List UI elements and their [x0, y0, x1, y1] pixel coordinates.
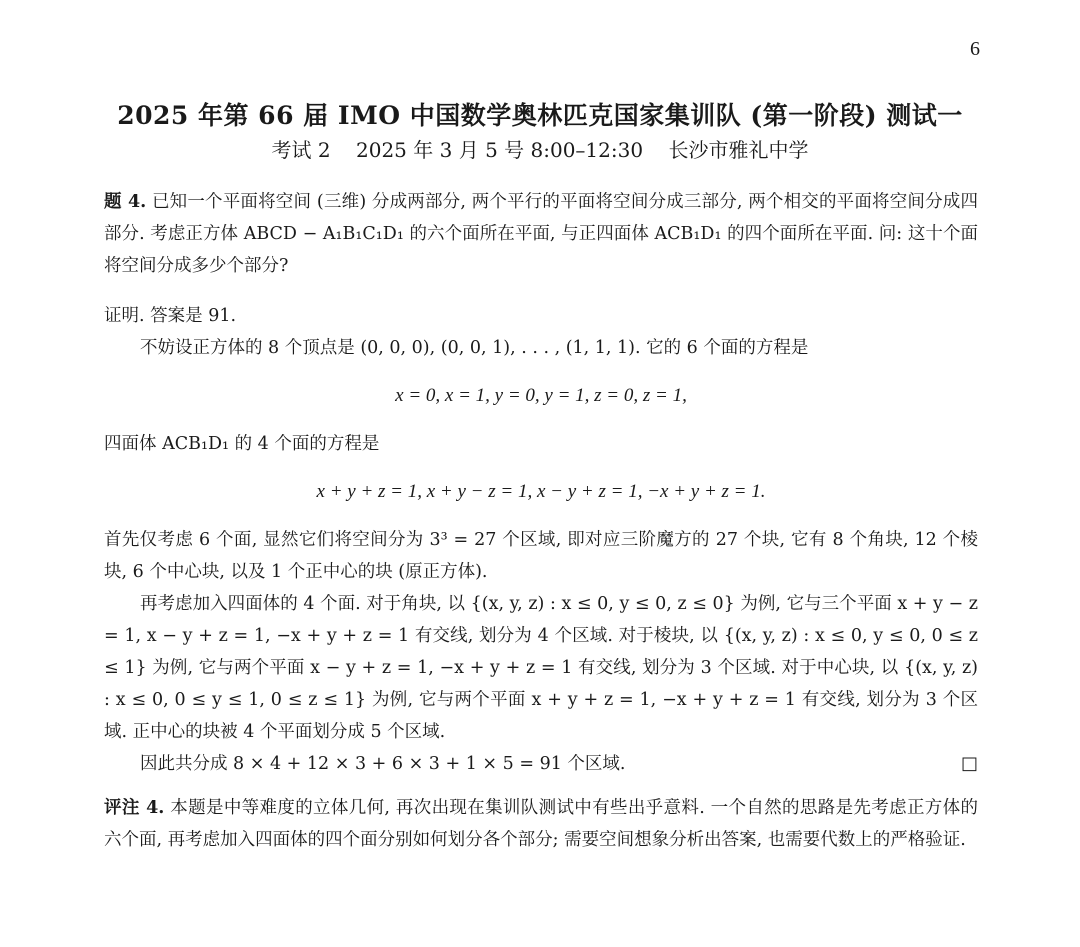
proof-vertices: 不妨设正方体的 8 个顶点是 (0, 0, 0), (0, 0, 1), . . . , (1, 1, 1). 它的 6 个面的方程是	[140, 338, 809, 358]
page-number: 6	[970, 38, 980, 60]
page-title: 2025 年第 66 届 IMO 中国数学奥林匹克国家集训队 (第一阶段) 测试一	[117, 101, 963, 130]
remark	[104, 792, 978, 856]
proof-paragraph-1: 首先仅考虑 6 个面, 显然它们将空间分为 3³ = 27 个区域, 即对应三阶魔方的 27 个块, 它有 8 个角块, 12 个棱块, 6 个中心块, 以及 1 个正中心的块 (原正方体).	[104, 530, 978, 582]
cube-equations: x = 0, x = 1, y = 0, y = 1, z = 0, z = 1,	[395, 385, 687, 406]
proof-conclusion: 因此共分成 8 × 4 + 12 × 3 + 6 × 3 + 1 × 5 = 91 个区域.	[140, 754, 626, 774]
tetra-equations: x + y + z = 1, x + y − z = 1, x − y + z = 1, −x + y + z = 1.	[316, 481, 766, 502]
problem-label: 题 4.	[104, 192, 147, 212]
main-content	[104, 186, 978, 856]
remark-text: 本题是中等难度的立体几何, 再次出现在集训队测试中有些出乎意料. 一个自然的思路是先考虑正方体的六个面, 再考虑加入四面体的四个面分别如何划分各个部分; 需要空间想象分析出答案, 也需要代数上的严格验证.	[104, 798, 978, 850]
proof-intro: 证明. 答案是 91.	[104, 306, 237, 326]
remark-label: 评注 4.	[104, 798, 165, 818]
problem-text: 已知一个平面将空间 (三维) 分成两部分, 两个平行的平面将空间分成三部分, 两个相交的平面将空间分成四部分. 考虑正方体 ABCD − A₁B₁C₁D₁ 的六个面所在平面, 与正四面体 ACB₁D₁ 的四个面所在平面. 问: 这十个面将空间分成多少个部分?	[104, 192, 978, 276]
conclusion-line	[104, 748, 978, 780]
tetra-intro: 四面体 ACB₁D₁ 的 4 个面的方程是	[104, 434, 380, 454]
qed-symbol: □	[960, 753, 978, 774]
proof-paragraph-2: 再考虑加入四面体的 4 个面. 对于角块, 以 {(x, y, z) : x ≤ 0, y ≤ 0, z ≤ 0} 为例, 它与三个平面 x + y − z = 1, x − y + z = 1, −x + y + z = 1 有交线, 划分为 4 个区域. 对于棱块, 以 {(x, y, z) : x ≤ 0, y ≤ 0, 0 ≤ z ≤ 1} 为例, 它与两个平面 x − y + z = 1, −x + y + z = 1 有交线, 划分为 3 个区域. 对于中心块, 以 {(x, y, z) : x ≤ 0, 0 ≤ y ≤ 1, 0 ≤ z ≤ 1} 为例, 它与两个平面 x + y + z = 1, −x + y + z = 1 有交线, 划分为 3 个区域. 正中心的块被 4 个平面划分成 5 个区域.	[104, 594, 978, 742]
page-subtitle: 考试 2 2025 年 3 月 5 号 8:00–12:30 长沙市雅礼中学	[271, 138, 809, 162]
problem-statement	[104, 186, 978, 282]
